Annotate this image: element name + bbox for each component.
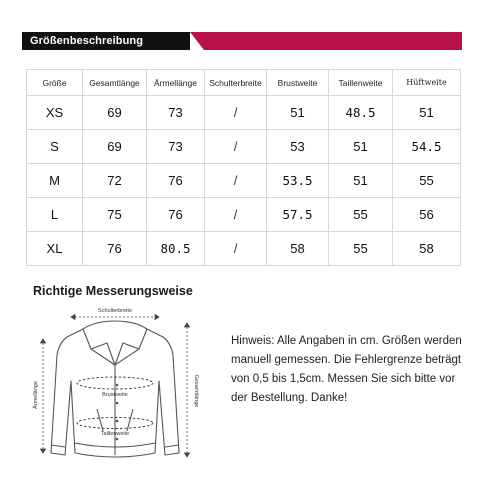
banner-accent-bar xyxy=(182,32,462,50)
header-waist-width: Taillenweite xyxy=(329,70,393,96)
cell-hip-width: 54.5 xyxy=(393,130,461,164)
cell-total-length: 76 xyxy=(83,232,147,266)
cell-chest-width: 53 xyxy=(267,130,329,164)
cell-waist-width: 55 xyxy=(329,198,393,232)
jacket-diagram-svg xyxy=(25,303,205,473)
cell-shoulder-width: / xyxy=(205,96,267,130)
cell-shoulder-width: / xyxy=(205,164,267,198)
cell-hip-width: 58 xyxy=(393,232,461,266)
cell-waist-width: 51 xyxy=(329,130,393,164)
size-table xyxy=(26,69,461,266)
sleeve-measure-label: Ärmellänge xyxy=(33,381,39,409)
table-row xyxy=(27,130,461,164)
size-description-banner xyxy=(22,32,462,50)
table-row xyxy=(27,164,461,198)
cell-waist-width: 48.5 xyxy=(329,96,393,130)
table-row xyxy=(27,96,461,130)
header-shoulder-width: Schulterbreite xyxy=(205,70,267,96)
banner-title: Größenbeschreibung xyxy=(30,35,144,47)
shoulder-measure-label: Schulterbreite xyxy=(98,308,132,314)
jacket-measure-diagram xyxy=(25,303,205,473)
cell-total-length: 69 xyxy=(83,96,147,130)
header-sleeve-length: Ärmellänge xyxy=(147,70,205,96)
cell-total-length: 72 xyxy=(83,164,147,198)
cell-size: S xyxy=(27,130,83,164)
waist-measure-label: Taillenweite xyxy=(100,431,130,437)
cell-size: XS xyxy=(27,96,83,130)
header-total-length: Gesamtlänge xyxy=(83,70,147,96)
cell-hip-width: 51 xyxy=(393,96,461,130)
shoulder-measure-line xyxy=(71,315,159,320)
cell-size: XL xyxy=(27,232,83,266)
cell-hip-width: 56 xyxy=(393,198,461,232)
chest-measure-label: Brustweite xyxy=(102,392,128,398)
header-size: Größe xyxy=(27,70,83,96)
cell-sleeve-length: 80.5 xyxy=(147,232,205,266)
cell-hip-width: 55 xyxy=(393,164,461,198)
cell-sleeve-length: 76 xyxy=(147,164,205,198)
cell-sleeve-length: 73 xyxy=(147,130,205,164)
cell-size: L xyxy=(27,198,83,232)
cell-shoulder-width: / xyxy=(205,130,267,164)
measure-title: Richtige Messerungsweise xyxy=(33,284,193,298)
header-hip-width: Hüftweite xyxy=(393,70,461,96)
cell-sleeve-length: 76 xyxy=(147,198,205,232)
cell-shoulder-width: / xyxy=(205,198,267,232)
cell-total-length: 75 xyxy=(83,198,147,232)
cell-sleeve-length: 73 xyxy=(147,96,205,130)
total-length-measure-line xyxy=(185,323,190,457)
cell-chest-width: 57.5 xyxy=(267,198,329,232)
table-row xyxy=(27,198,461,232)
sleeve-measure-line xyxy=(41,339,46,453)
cell-shoulder-width: / xyxy=(205,232,267,266)
cell-total-length: 69 xyxy=(83,130,147,164)
cell-waist-width: 55 xyxy=(329,232,393,266)
total-length-measure-label: Gesamtlänge xyxy=(193,374,199,408)
cell-chest-width: 58 xyxy=(267,232,329,266)
cell-waist-width: 51 xyxy=(329,164,393,198)
cell-chest-width: 53.5 xyxy=(267,164,329,198)
cell-chest-width: 51 xyxy=(267,96,329,130)
cell-size: M xyxy=(27,164,83,198)
table-header-row xyxy=(27,70,461,96)
header-chest-width: Brustweite xyxy=(267,70,329,96)
table-row xyxy=(27,232,461,266)
hint-text: Hinweis: Alle Angaben in cm. Größen werden manuell gemessen. Die Fehlergrenze beträgt von 0,5 bis 1,5cm. Messen Sie sich bitte vor der Bestellung. Danke! xyxy=(231,335,462,404)
